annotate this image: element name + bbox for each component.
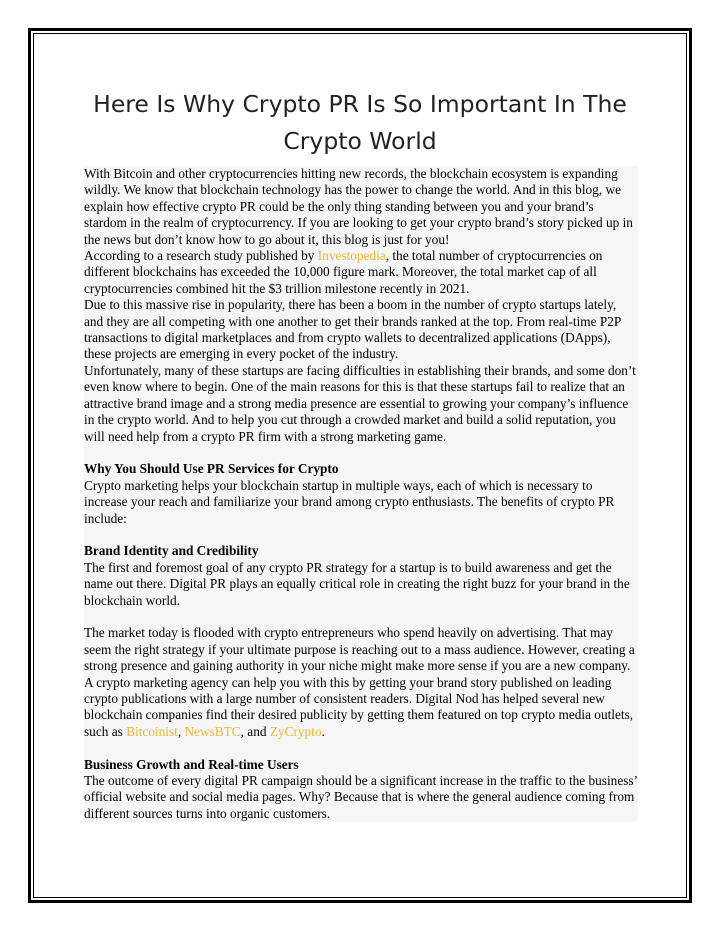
article-body <box>84 166 638 822</box>
intro-p2-text-after: , the total number of cryptocurrencies on different blockchains has exceeded the 10,000 figure mark. Moreover, the total market cap of all cryptocurrencies combined hit the $3 trillion milestone recently in 2021. <box>84 248 603 296</box>
brand-identity-paragraph-1: The first and foremost goal of any crypto PR strategy for a startup is to build awareness and get the name out there. Digital PR plays an equally critical role in creating the right buzz for your brand in the blockchain world. <box>84 559 630 608</box>
brand-identity-paragraph-2 <box>84 625 638 740</box>
intro-paragraph-2 <box>84 248 638 297</box>
brand-identity-heading: Brand Identity and Credibility <box>84 543 259 559</box>
spacer <box>84 527 638 543</box>
bitcoinist-link[interactable]: Bitcoinist <box>126 723 178 739</box>
spacer <box>84 740 638 756</box>
business-growth-text: The outcome of every digital PR campaign should be a significant increase in the traffic to the business’ official website and social media pages. Why? Because that is where the general audience coming from different sources turns into organic customers. <box>84 772 638 821</box>
business-growth-heading: Business Growth and Real-time Users <box>84 756 299 772</box>
zycrypto-link[interactable]: ZyCrypto <box>269 723 322 739</box>
newsbtc-link[interactable]: NewsBTC <box>184 723 241 739</box>
brand-p2-separator-1: , <box>177 723 185 739</box>
intro-paragraph-1: With Bitcoin and other cryptocurrencies hitting new records, the blockchain ecosystem is expanding wildly. We know that blockchain technology has the power to change the world. And in this blog, we explain how effective crypto PR could be the only thing standing between you and your brand’s stardom in the realm of cryptocurrency. If you are looking to get your crypto brand’s story picked up in the news but don’t know how to go about it, this blog is just for you! <box>84 166 633 247</box>
brand-p2-text: The market today is flooded with crypto entrepreneurs who spend heavily on advertising. That may seem the right strategy if your ultimate purpose is reaching out to a mass audience. However, creating a strong presence and gaining authority in your niche might make more sense if you are a new company. A crypto marketing agency can help you with this by getting your brand story published on leading crypto publications with a large number of consistent readers. Digital Nod has helped several new blockchain companies find their desired publicity by getting them featured on top crypto media outlets, such as <box>84 625 635 739</box>
brand-p2-separator-2: , and <box>240 723 270 739</box>
investopedia-link[interactable]: Investopedia <box>317 248 386 264</box>
why-pr-heading: Why You Should Use PR Services for Crypto <box>84 461 339 477</box>
spacer <box>84 445 638 461</box>
spacer <box>84 609 638 625</box>
why-pr-text: Crypto marketing helps your blockchain startup in multiple ways, each of which is necessary to increase your reach and familiarize your brand among crypto enthusiasts. The benefits of crypto PR include: <box>84 477 615 526</box>
intro-paragraph-3: Due to this massive rise in popularity, there has been a boom in the number of crypto startups lately, and they are all competing with one another to get their brands ranked at the top. From real-time P2P transactions to digital marketplaces and from crypto wallets to decentralized applications (DApps), these projects are emerging in every pocket of the industry. <box>84 297 621 362</box>
brand-p2-end: . <box>321 723 325 739</box>
page-title: Here Is Why Crypto PR Is So Important In The Crypto World <box>93 90 627 155</box>
intro-paragraph-4: Unfortunately, many of these startups are facing difficulties in establishing their brands, and some don’t even know where to begin. One of the main reasons for this is that these startups fail to realize that an attractive brand image and a strong media presence are essential to growing your company’s influence in the crypto world. And to help you cut through a crowded market and build a solid reputation, you will need help from a crypto PR firm with a strong marketing game. <box>84 362 636 444</box>
intro-p2-text-before: According to a research study published by <box>84 248 318 264</box>
